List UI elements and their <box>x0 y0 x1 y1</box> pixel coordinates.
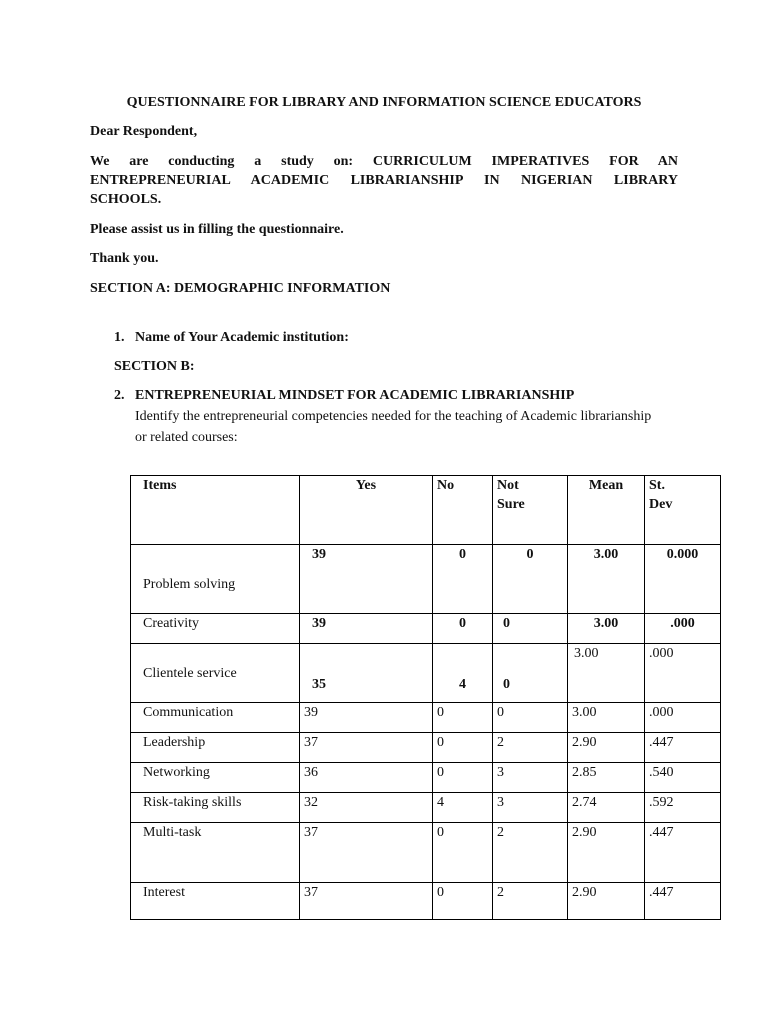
cell-no: 4 <box>433 793 493 823</box>
cell-st-dev: .447 <box>645 883 721 920</box>
cell-mean: 2.85 <box>568 763 645 793</box>
cell-yes: 37 <box>300 823 433 883</box>
cell-yes: 37 <box>300 883 433 920</box>
cell-not-sure: 2 <box>493 883 568 920</box>
table-row <box>131 644 721 703</box>
cell-mean: 2.90 <box>568 733 645 763</box>
cell-no: 0 <box>433 614 493 644</box>
competencies-table <box>130 475 721 920</box>
cell-item: Risk-taking skills <box>131 793 300 823</box>
cell-yes: 32 <box>300 793 433 823</box>
intro-line-3: SCHOOLS. <box>90 192 162 207</box>
cell-item: Networking <box>131 763 300 793</box>
cell-yes: 37 <box>300 733 433 763</box>
cell-yes: 39 <box>300 545 433 614</box>
question-2-text: ENTREPRENEURIAL MINDSET FOR ACADEMIC LIBRARIANSHIP <box>135 388 575 403</box>
cell-item: Communication <box>131 703 300 733</box>
cell-item: Multi-task <box>131 823 300 883</box>
cell-yes: 36 <box>300 763 433 793</box>
cell-no: 0 <box>433 823 493 883</box>
cell-item: Problem solving <box>131 545 300 614</box>
cell-mean: 2.90 <box>568 823 645 883</box>
table-row <box>131 793 721 823</box>
cell-mean: 2.74 <box>568 793 645 823</box>
table-row <box>131 733 721 763</box>
cell-no: 0 <box>433 763 493 793</box>
cell-no: 0 <box>433 545 493 614</box>
header-not-sure: Not Sure <box>493 476 568 545</box>
section-b-heading: SECTION B: <box>114 359 195 374</box>
cell-yes: 39 <box>300 614 433 644</box>
cell-st-dev: .540 <box>645 763 721 793</box>
cell-mean: 3.00 <box>568 614 645 644</box>
cell-st-dev: .447 <box>645 733 721 763</box>
cell-mean: 3.00 <box>568 644 645 703</box>
question-2-instruction: Identify the entrepreneurial competencies needed for the teaching of Academic librarianship or related courses: <box>135 409 652 445</box>
cell-not-sure: 2 <box>493 733 568 763</box>
cell-no: 0 <box>433 703 493 733</box>
table-header-row <box>131 476 721 545</box>
table-row <box>131 703 721 733</box>
header-st-dev: St. Dev <box>645 476 721 545</box>
header-items: Items <box>131 476 300 545</box>
section-a-heading: SECTION A: DEMOGRAPHIC INFORMATION <box>90 281 391 296</box>
table-row <box>131 614 721 644</box>
thanks-text: Thank you. <box>90 251 159 266</box>
cell-mean: 2.90 <box>568 883 645 920</box>
cell-yes: 35 <box>300 644 433 703</box>
cell-not-sure: 3 <box>493 763 568 793</box>
cell-not-sure: 0 <box>493 644 568 703</box>
header-mean: Mean <box>568 476 645 545</box>
cell-not-sure: 0 <box>493 614 568 644</box>
table-row <box>131 883 721 920</box>
cell-mean: 3.00 <box>568 545 645 614</box>
table-row <box>131 763 721 793</box>
intro-line-1: We are conducting a study on: CURRICULUM IMPERATIVES FOR AN <box>90 154 678 169</box>
cell-not-sure: 0 <box>493 703 568 733</box>
cell-st-dev: .000 <box>645 614 721 644</box>
cell-st-dev: .447 <box>645 823 721 883</box>
cell-not-sure: 0 <box>493 545 568 614</box>
cell-item: Interest <box>131 883 300 920</box>
table-row <box>131 545 721 614</box>
cell-mean: 3.00 <box>568 703 645 733</box>
cell-not-sure: 2 <box>493 823 568 883</box>
cell-st-dev: .000 <box>645 703 721 733</box>
question-1-text: Name of Your Academic institution: <box>135 330 349 345</box>
cell-st-dev: 0.000 <box>645 545 721 614</box>
cell-st-dev: .592 <box>645 793 721 823</box>
cell-st-dev: .000 <box>645 644 721 703</box>
cell-no: 0 <box>433 733 493 763</box>
cell-no: 4 <box>433 644 493 703</box>
cell-no: 0 <box>433 883 493 920</box>
cell-item: Leadership <box>131 733 300 763</box>
salutation: Dear Respondent, <box>90 124 198 139</box>
table-row <box>131 823 721 883</box>
question-1-number: 1. <box>114 330 125 345</box>
document-title: QUESTIONNAIRE FOR LIBRARY AND INFORMATION SCIENCE EDUCATORS <box>126 95 642 110</box>
intro-line-2: ENTREPRENEURIAL ACADEMIC LIBRARIANSHIP IN NIGERIAN LIBRARY <box>90 173 678 188</box>
cell-not-sure: 3 <box>493 793 568 823</box>
header-no: No <box>433 476 493 545</box>
cell-item: Creativity <box>131 614 300 644</box>
request-text: Please assist us in filling the questionnaire. <box>90 222 344 237</box>
cell-yes: 39 <box>300 703 433 733</box>
header-yes: Yes <box>300 476 433 545</box>
cell-item: Clientele service <box>131 644 300 703</box>
question-2-number: 2. <box>114 388 125 403</box>
